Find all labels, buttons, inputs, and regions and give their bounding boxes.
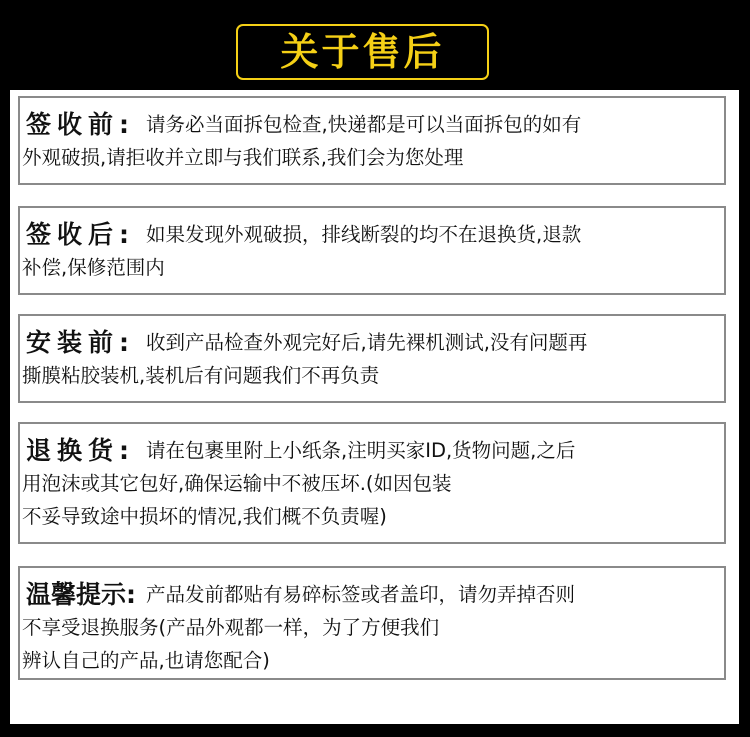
card-line: 辨认自己的产品,也请您配合) xyxy=(22,649,270,672)
page-title: 关于售后 xyxy=(280,30,445,74)
page-title-box xyxy=(236,24,489,80)
card-line: 不享受退换服务(产品外观都一样，为了方便我们 xyxy=(22,616,440,639)
card-line: 产品发前都贴有易碎标签或者盖印，请勿弄掉否则 xyxy=(146,583,576,606)
card-before-signing xyxy=(18,96,726,185)
card-returns xyxy=(18,422,726,544)
card-label: 安装前: xyxy=(26,328,135,357)
after-sales-panel xyxy=(10,90,739,724)
card-after-signing xyxy=(18,206,726,295)
card-label: 温馨提示: xyxy=(26,580,136,609)
card-line: 请在包裹里附上小纸条,注明买家ID,货物问题,之后 xyxy=(146,439,576,462)
card-line: 不妥导致途中损坏的情况,我们概不负责喔) xyxy=(22,505,387,528)
card-line: 补偿,保修范围内 xyxy=(22,256,165,279)
card-line: 外观破损,请拒收并立即与我们联系,我们会为您处理 xyxy=(22,146,464,169)
card-before-install xyxy=(18,314,726,403)
card-line: 用泡沫或其它包好,确保运输中不被压坏.(如因包装 xyxy=(22,472,452,495)
card-label: 退换货: xyxy=(26,436,135,465)
card-line: 请务必当面拆包检查,快递都是可以当面拆包的如有 xyxy=(146,113,582,136)
card-warm-tips xyxy=(18,566,726,680)
card-line: 收到产品检查外观完好后,请先裸机测试,没有问题再 xyxy=(146,331,588,354)
card-label: 签收前: xyxy=(26,110,135,139)
card-label: 签收后: xyxy=(26,220,135,249)
card-line: 撕膜粘胶装机,装机后有问题我们不再负责 xyxy=(22,364,380,387)
card-line: 如果发现外观破损，排线断裂的均不在退换货,退款 xyxy=(146,223,582,246)
